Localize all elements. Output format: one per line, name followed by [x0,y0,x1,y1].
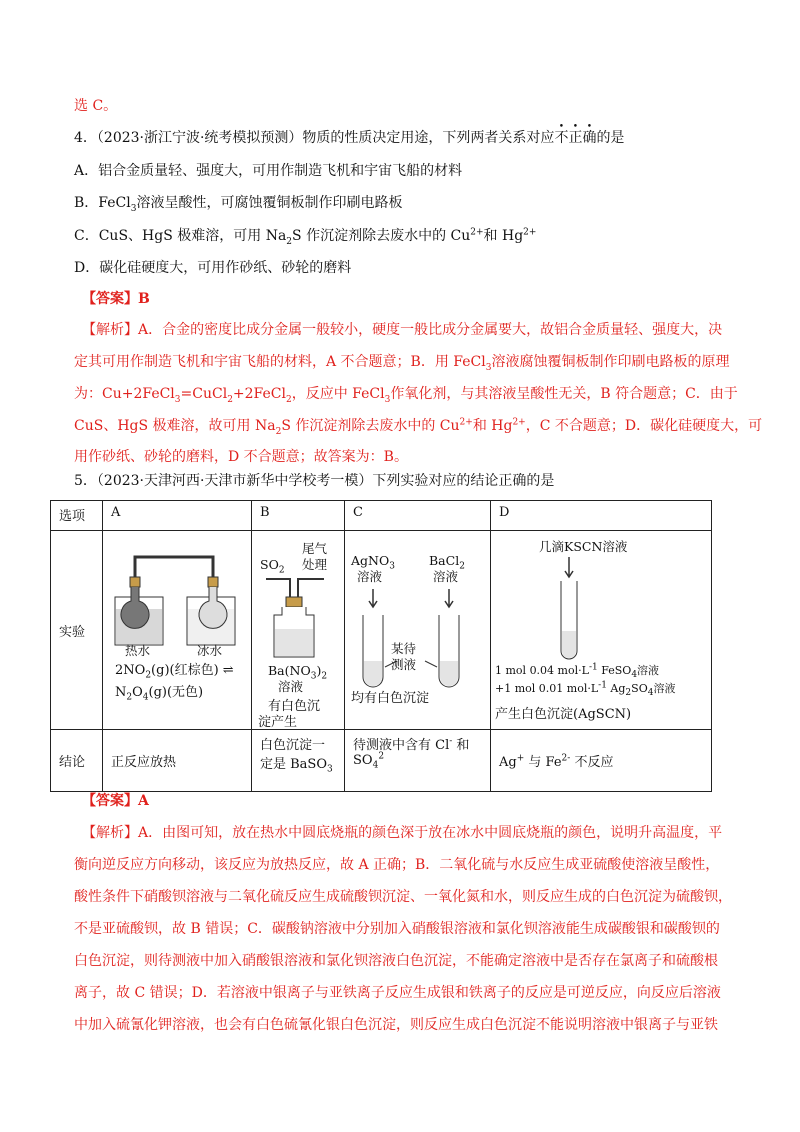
header-cell: D [491,501,712,531]
emph-char: 正 [568,130,583,146]
eq-text: O [132,685,143,700]
con-text: 和 [452,738,470,753]
d-text: 溶液 [653,682,676,695]
con-c-line2 [353,751,482,771]
eq-text: 2NO [115,663,146,678]
header-cell: C [345,501,491,531]
q4-c-text2: S 作沉淀剂除去废水中的 Cu [292,228,471,244]
ba-nitrate-label [268,663,328,682]
q4-option-c [74,226,536,246]
q4-b-text2: 溶液呈酸性，可腐蚀覆铜板制作印刷电路板 [136,195,403,211]
tail-gas-label-2: 处理 [302,557,328,572]
conclusion-row [51,730,712,792]
expl-text: CuS、HgS 极难溶，故可用 Na [74,418,276,434]
superscript: -1 [598,680,607,691]
superscript: 2+ [459,417,473,428]
subscript: 2 [145,670,152,681]
con-text: 不反应 [570,755,614,770]
subscript: 2 [285,394,292,405]
con-text: 定是 BaSO [260,757,327,772]
dropper-tube-diagram [491,555,711,675]
con-text: SO [353,753,373,768]
q4-stem-text: 4．（2023·浙江宁波·统考模拟预测）物质的性质决定用途，下列两者关系对应 [74,130,555,146]
subscript: 4 [631,670,638,681]
subscript: 2 [278,565,285,576]
expl-text: +2FeCl [232,386,286,402]
agno3-label [351,553,395,572]
sample-label-2: 测液 [391,657,417,672]
q5-expl-line7: 中加入硫氰化钾溶液，也会有白色硫氰化银白色沉淀，则反应生成白色沉淀不能说明溶液中银离子与亚铁 [74,1017,718,1033]
emph-char: 不 [554,130,569,146]
prev-answer-tail: 选 C。 [74,98,118,114]
q5-answer: 【答案】A [82,793,149,809]
ba-text: ) [316,663,322,678]
d-solution-line1 [495,663,659,679]
con-b-line2 [260,753,336,775]
d-text: FeSO [597,664,632,677]
q5-expl-line4: 不是亚硫酸钡，故 B 错误；C．碳酸钠溶液中分别加入硝酸银溶液和氯化钡溶液能生成碳酸银和碳酸钡的 [74,921,720,937]
q5-expl-line3: 酸性条件下硝酸钡溶液与二氧化硫反应生成硫酸钡沉淀、一氧化氮和水，则反应生成的白色沉淀为硫酸钡， [74,889,732,905]
q5-expl-line5: 白色沉淀，则待测液中加入硝酸银溶液和氯化钡溶液白色沉淀，不能确定溶液中是否存在氯离子和硫酸根 [74,953,718,969]
expl-text: 定其可用作制造飞机和宇宙飞船的材料，A 不合题意；B．用 FeCl [74,354,486,370]
bacl2-label [429,553,465,572]
subscript: 3 [130,203,137,214]
expl-text: 作氧化剂，与其溶液呈酸性无关，B 符合题意；C．由于 [390,386,738,402]
q4-c-text3: 和 Hg [483,228,524,244]
q5-expl-line6: 离子，故 C 错误；D．若溶液中银离子与亚铁离子反应生成银和铁离子的反应是可逆反应，向反应后溶液 [74,985,721,1001]
q4-expl-line2 [74,352,729,372]
emph-char: 确 [582,130,597,146]
experiment-row [51,531,712,730]
subscript: 3 [174,394,181,405]
q5-expl-line2: 衡向逆反应方向移动，该反应为放热反应，故 A 正确；B．二氧化硫与水反应生成亚硫酸使溶液呈酸性， [74,857,720,873]
gas-bottle-diagram [252,561,344,671]
subscript: 2 [459,561,465,572]
so2-text: SO [260,557,279,572]
q4-option-b [74,193,402,213]
con-text: 待测液中含有 Cl [353,738,450,753]
subscript: 2 [126,692,133,703]
superscript: 2+ [512,417,526,428]
superscript: 2+ [523,227,537,238]
subscript: 3 [310,671,317,682]
q4-option-d: D．碳化硅硬度大，可用作砂纸、砂轮的磨料 [74,260,352,276]
con-c-line1 [353,734,482,753]
subscript: 4 [647,688,654,699]
q4-expl-line5: 用作砂纸、砂轮的磨料，D 不合题意；故答案为：B。 [74,449,408,465]
header-cell: B [252,501,345,531]
q5-stem: 5．（2023·天津河西·天津市新华中学校考一模）下列实验对应的结论正确的是 [74,473,555,489]
cell-c [345,531,491,730]
superscript: + [516,753,525,764]
q4-c-text: C．CuS、HgS 极难溶，可用 Na [74,228,287,244]
cell-d [491,531,712,730]
q4-answer: 【答案】B [82,291,150,307]
eq-text: (g)(红棕色) [151,663,219,678]
subscript: 3 [389,561,395,572]
b-result-1: 有白色沉 [268,699,321,714]
expl-text: S 作沉淀剂除去废水中的 Cu [281,418,460,434]
q4-option-a: A．铝合金质量轻、强度大，可用作制造飞机和宇宙飞船的材料 [74,163,463,179]
expl-text: 溶液腐蚀覆铜板制作印刷电路板的原理 [491,354,730,370]
con-b-line1: 白色沉淀一 [260,738,326,753]
q4-expl-line4 [74,416,762,436]
eq-text: (g)(无色) [148,685,204,700]
q5-expl-line1: 【解析】A．由图可知，放在热水中圆底烧瓶的颜色深于放在冰水中圆底烧瓶的颜色，说明升高温度，平 [82,825,723,841]
con-text: Ag [499,755,517,770]
conclusion-a: 正反应放热 [103,730,252,792]
superscript: 2- [561,753,571,764]
ice-water-label: 冰水 [197,643,223,658]
q4-expl-line1: 【解析】A．合金的密度比成分金属一般较小，硬度一般比成分金属要大，故铝合金质量轻、强度大，决 [82,322,723,338]
tail-gas-label-1: 尾气 [302,541,328,556]
con-text: 与 Fe [524,755,562,770]
hot-water-label: 热水 [125,643,151,658]
superscript: - [449,736,453,747]
conclusion-c [345,730,491,792]
header-cell: A [103,501,252,531]
cell-b [252,531,345,730]
d-text: 1 mol 0.04 mol·L [495,664,589,677]
expl-text: 为：Cu+2FeCl [74,386,175,402]
expl-text: 和 Hg [472,418,513,434]
d-text: SO [631,682,648,695]
equation-line2 [115,685,203,701]
conclusion-b [252,730,345,792]
expl-text: =CuCl [180,386,228,402]
superscript: -1 [588,662,598,673]
subscript: 4 [372,760,379,771]
d-result: 产生白色沉淀(AgSCN) [495,707,632,722]
subscript: 3 [485,362,492,373]
sample-label-1: 某待 [391,641,417,656]
agno3-text: AgNO [351,553,390,568]
conclusion-d [491,730,712,792]
experiment-table [50,500,712,792]
subscript: 2 [227,394,233,405]
header-cell: 选项 [51,501,103,531]
subscript: 3 [327,764,333,775]
subscript: 2 [286,236,293,247]
bacl2-text: BaCl [429,553,460,568]
expl-text: ，C 不合题意；D．碳化硅硬度大，可 [525,418,763,434]
d-solution-line2 [495,681,675,697]
solution-label: 溶液 [278,679,304,694]
d-text: Ag [606,682,626,695]
ba-text: Ba(NO [268,663,311,678]
row-label: 实验 [51,531,103,730]
subscript: 2 [625,688,632,699]
q4-expl-line3 [74,384,738,404]
subscript: 4 [142,692,149,703]
superscript: 2+ [470,227,484,238]
equation-line1 [115,663,234,679]
q4-stem-tail: 的是 [596,130,625,146]
superscript: 2 [378,751,385,762]
subscript: 3 [384,394,391,405]
eq-arrow: ⇌ [222,663,234,678]
eq-text: N [115,685,127,700]
expl-text: ，反应中 FeCl [291,386,385,402]
cell-a [103,531,252,730]
row-label: 结论 [51,730,103,792]
d-text: +1 mol 0.01 mol·L [495,682,599,695]
b-result-2: 淀产生 [258,715,298,730]
c-result: 均有白色沉淀 [351,691,430,706]
d-text: 溶液 [637,664,660,677]
test-tubes-diagram [345,587,491,697]
q4-stem [74,128,624,148]
agno3-sol-label: 溶液 [357,569,383,584]
q4-b-text: B．FeCl [74,195,131,211]
bacl2-sol-label: 溶液 [433,569,459,584]
subscript: 2 [275,426,282,437]
kscn-label: 几滴KSCN溶液 [539,539,628,554]
table-header-row [51,501,712,531]
subscript: 2 [321,671,328,682]
